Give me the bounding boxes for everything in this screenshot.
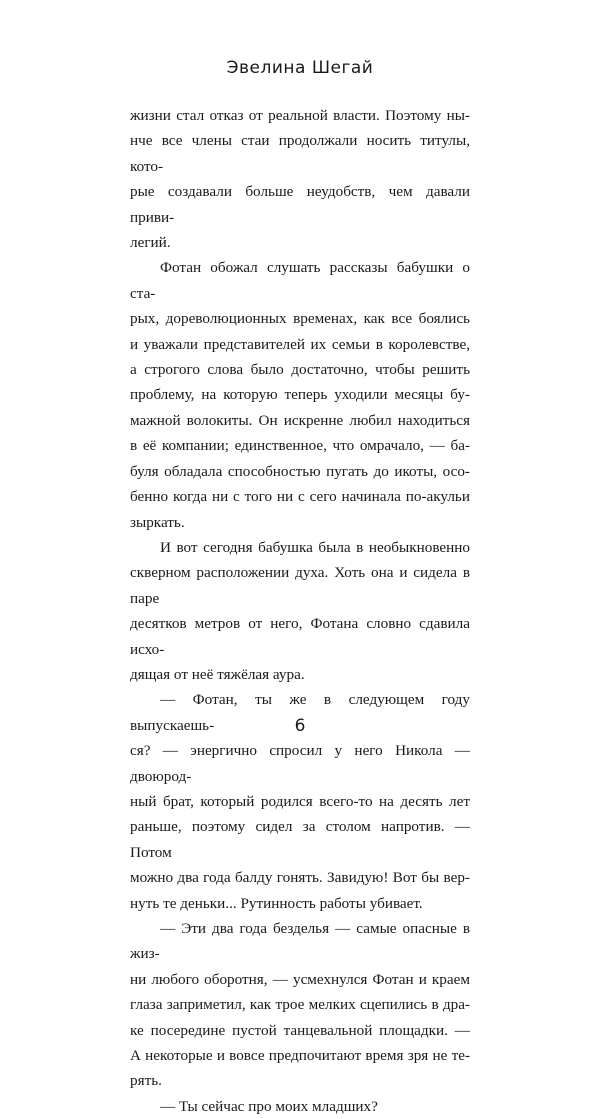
text-line: Фотан обожал слушать рассказы бабушки о ста- [130,259,470,302]
paragraph [130,103,470,255]
body-text [130,103,470,1119]
text-line: проблему, на которую теперь уходили месяцы бу- [130,386,470,404]
running-header-author: Эвелина Шегай [226,58,374,78]
text-line: рые создавали больше неудобств, чем давали приви- [130,183,470,226]
text-line: нче все члены стаи продолжали носить титулы, кото- [130,132,470,175]
text-line: нуть те деньки... Рутинность работы убивает. [130,894,423,912]
text-line: ный брат, который родился всего-то на десять лет [130,792,470,810]
text-line: — Ты сейчас про моих младших? [160,1097,378,1115]
text-line: десятков метров от него, Фотана словно сдавила исхо- [130,615,470,658]
text-line: глаза заприметил, как трое мелких сцепились в дра- [130,996,470,1014]
text-line: в её компании; единственное, что омрачало, — ба- [130,437,470,455]
text-line: а строгого слова было достаточно, чтобы решить [130,361,470,379]
text-line: А некоторые и вовсе предпочитают время зря не те- [130,1047,470,1065]
paragraph [130,916,470,1094]
paragraph [130,535,470,687]
text-line: жизни стал отказ от реальной власти. Поэтому ны- [130,107,470,124]
text-line: рых, дореволюционных временах, как все боялись [130,310,470,328]
text-line: И вот сегодня бабушка была в необыкновенно [160,538,470,556]
text-line: зыркать. [130,513,185,531]
text-line: буля обладала способностью пугать до икоты, осо- [130,462,470,480]
page-number: 6 [294,716,306,736]
text-line: ни любого оборотня, — усмехнулся Фотан и краем [130,970,470,988]
text-line: — Фотан, ты же в следующем году выпускаешь- [130,691,470,734]
text-line: бенно когда ни с того ни с сего начинала по-акульи [130,488,470,506]
paragraph [130,1094,470,1119]
text-line: дящая от неё тяжёлая аура. [130,665,305,683]
text-line: рять. [130,1072,162,1090]
text-line: скверном расположении духа. Хоть она и сидела в паре [130,564,470,607]
text-line: — Эти два года безделья — самые опасные в жиз- [130,920,470,963]
text-line: легий. [130,234,171,252]
text-line: и уважали представителей их семьи в королевстве, [130,335,470,353]
text-line: мажной волокиты. Он искренне любил находиться [130,411,470,429]
text-line: ся? — энергично спросил у него Никола — двоюрод- [130,742,470,785]
text-line: раньше, поэтому сидел за столом напротив. — Потом [130,818,470,861]
text-line: можно два года балду гонять. Завидую! Вот бы вер- [130,869,470,887]
paragraph [130,255,470,534]
text-line: ке посередине пустой танцевальной площадки. — [130,1021,470,1039]
